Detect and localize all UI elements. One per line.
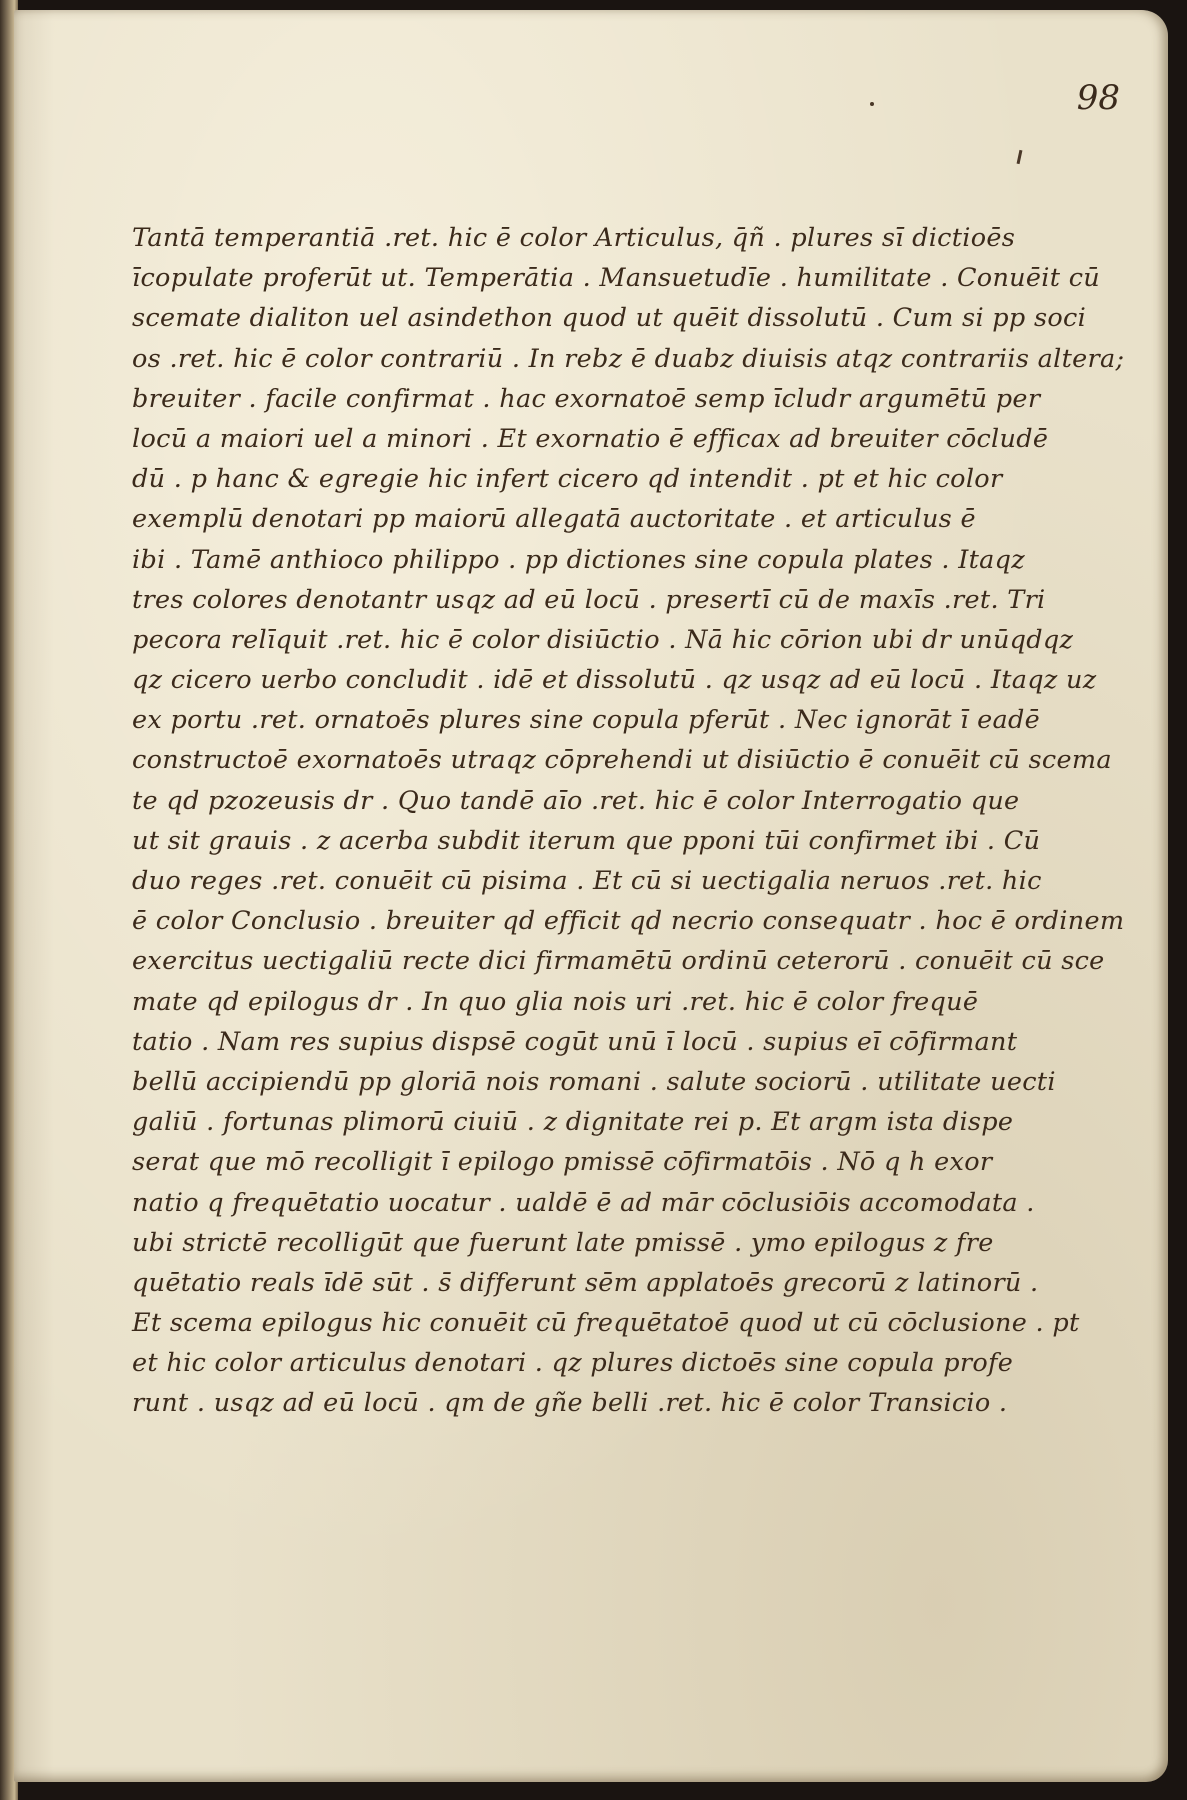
text-line: galiū . fortunas plimorū ciuiū . z dignitate rei p. Et argm ista dispe — [132, 1107, 1014, 1138]
text-line: mate qd epilogus dr . In quo glia nois uri .ret. hic ē color frequē — [132, 986, 979, 1017]
text-line: runt . usqz ad eū locū . qm de gñe belli .ret. hic ē color Transicio . — [132, 1388, 1008, 1419]
text-line: et hic color articulus denotari . qz plures dictoēs sine copula profe — [132, 1348, 1014, 1379]
text-line: ibi . Tamē anthioco philippo . pp dictiones sine copula plates . Itaqz — [132, 544, 1026, 575]
text-line: quētatio reals īdē sūt . s̄ differunt sēm applatoēs grecorū z latinorū . — [132, 1267, 1039, 1298]
ink-mark — [1017, 150, 1023, 164]
text-line: constructoē exornatoēs utraqz cōprehendi ut disiūctio ē conuēit cū scema — [132, 745, 1112, 776]
ink-dot — [870, 102, 874, 106]
text-line: ē color Conclusio . breuiter qd efficit qd necrio consequatr . hoc ē ordinem — [132, 906, 1125, 937]
text-line: natio q frequētatio uocatur . ualdē ē ad mār cōclusiōis accomodata . — [132, 1187, 1035, 1218]
text-line: ex portu .ret. ornatoēs plures sine copula pferūt . Nec ignorāt ī eadē — [132, 705, 1040, 736]
text-line: te qd pzozeusis dr . Quo tandē aīo .ret. hic ē color Interrogatio que — [132, 785, 1020, 816]
text-line: bellū accipiendū pp gloriā nois romani . salute sociorū . utilitate uecti — [132, 1066, 1056, 1097]
text-line: exercitus uectigaliū recte dici firmamētū ordinū ceterorū . conuēit cū sce — [132, 946, 1105, 977]
text-line: exemplū denotari pp maiorū allegatā auctoritate . et articulus ē — [132, 504, 976, 535]
folio-number: 98 — [1076, 78, 1120, 118]
text-line: duo reges .ret. conuēit cū pisima . Et cū si uectigalia neruos .ret. hic — [132, 866, 1042, 896]
text-line: Tantā temperantiā .ret. hic ē color Articulus, q̄ñ . plures sī dictioēs — [132, 223, 1016, 253]
text-line: os .ret. hic ē color contrariū . In rebz ē duabz diuisis atqz contrariis altera; — [132, 343, 1125, 374]
text-line: dū . p hanc & egregie hic infert cicero qd intendit . pt et hic color — [132, 464, 1003, 495]
text-line: locū a maiori uel a minori . Et exornatio ē efficax ad breuiter cōcludē — [132, 423, 1049, 454]
manuscript-page — [14, 10, 1168, 1782]
text-line: tres colores denotantr usqz ad eū locū . presertī cū de maxīs .ret. Tri — [132, 584, 1046, 615]
text-line: scemate dialiton uel asindethon quod ut quēit dissolutū . Cum si pp soci — [132, 303, 1087, 334]
text-line: pecora relīquit .ret. hic ē color disiūctio . Nā hic cōrion ubi dr unūqdqz — [132, 624, 1074, 655]
text-line: Et scema epilogus hic conuēit cū frequētatoē quod ut cū cōclusione . pt — [132, 1308, 1080, 1339]
text-line: serat que mō recolligit ī epilogo pmissē cōfirmatōis . Nō q h exor — [132, 1147, 993, 1178]
text-line: ut sit grauis . z acerba subdit iterum que pponi tūi confirmet ibi . Cū — [132, 825, 1041, 856]
text-line: breuiter . facile confirmat . hac exornatoē semp īcludr argumētū per — [132, 383, 1041, 414]
text-line: ubi strictē recolligūt que fuerunt late pmissē . ymo epilogus z fre — [132, 1227, 994, 1258]
manuscript-text-block — [132, 218, 1125, 1424]
text-line: qz cicero uerbo concludit . idē et dissolutū . qz usqz ad eū locū . Itaqz uz — [132, 665, 1097, 696]
text-line: tatio . Nam res supius dispsē cogūt unū ī locū . supius eī cōfirmant — [132, 1026, 1018, 1057]
text-line: īcopulate proferūt ut. Temperātia . Mansuetudīe . humilitate . Conuēit cū — [132, 263, 1101, 294]
